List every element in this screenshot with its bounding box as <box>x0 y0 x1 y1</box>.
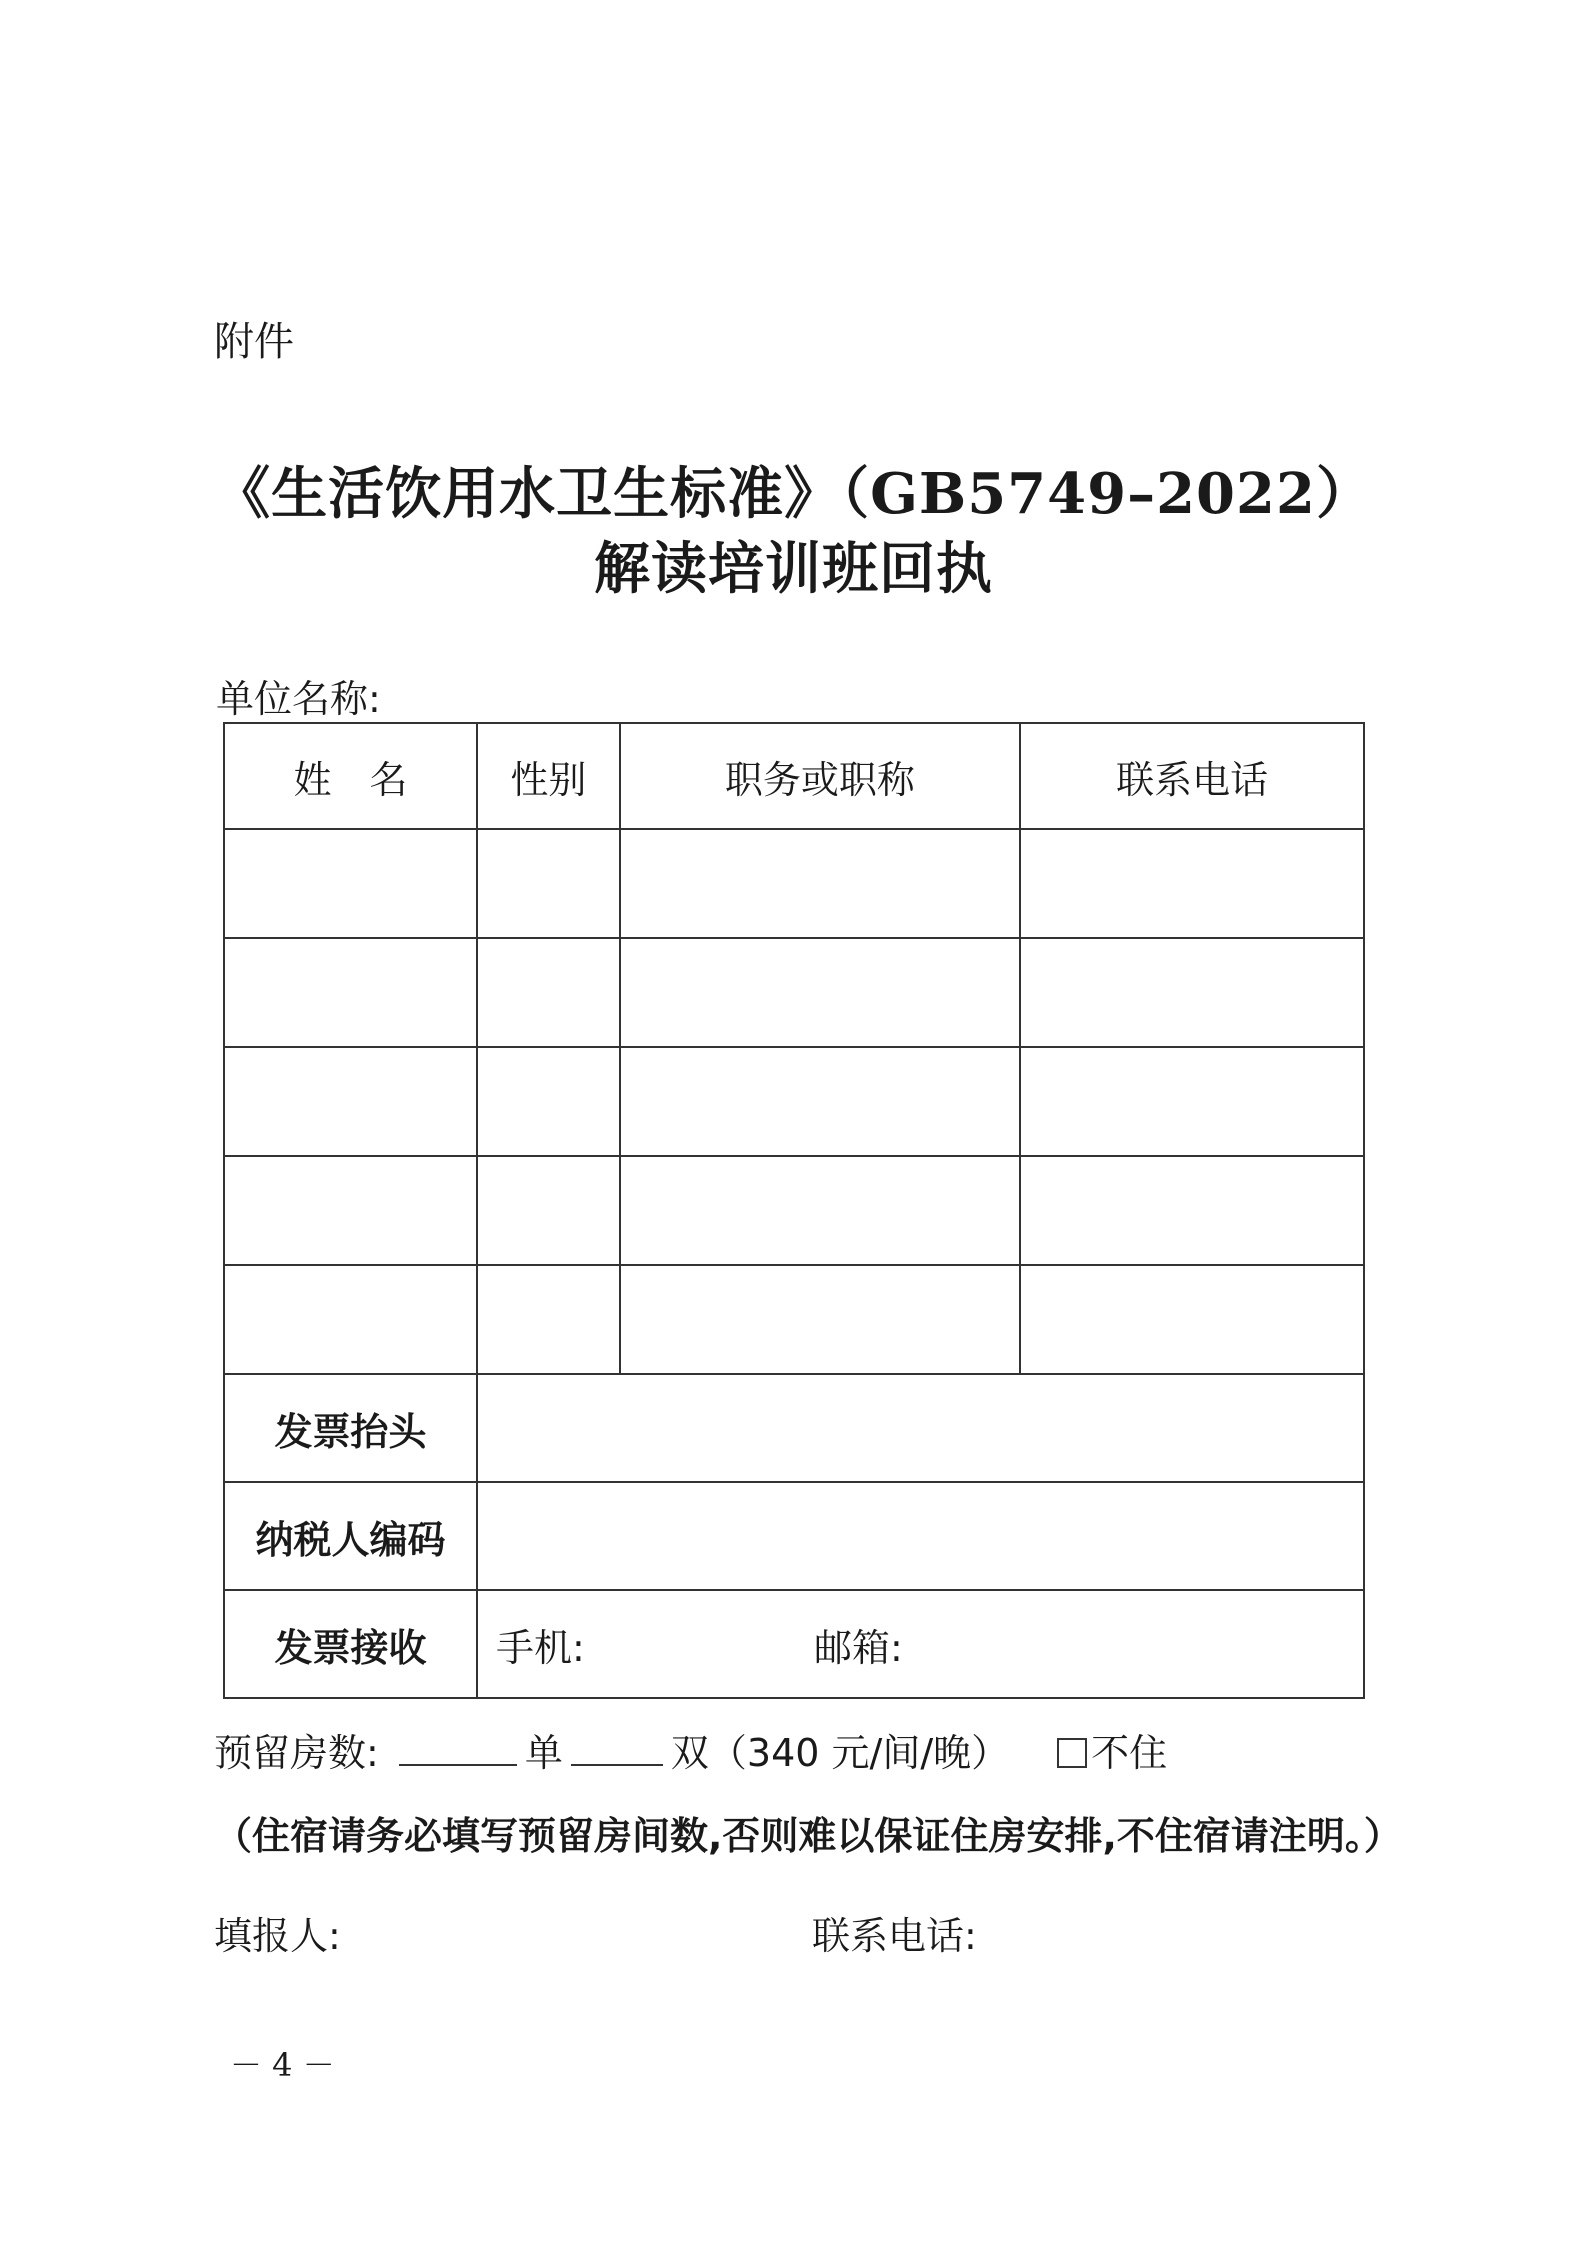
phone-cell[interactable] <box>1020 829 1364 938</box>
table-header-row <box>224 723 1364 829</box>
invoice-title-label: 发票抬头 <box>224 1374 477 1482</box>
gender-cell[interactable] <box>477 1047 620 1156</box>
header-phone: 联系电话 <box>1020 723 1364 829</box>
room-reservation-line <box>214 1722 1167 1777</box>
position-cell[interactable] <box>620 829 1021 938</box>
taxpayer-id-label: 纳税人编码 <box>224 1482 477 1590</box>
page-title-line1: 《生活饮用水卫生标准》（GB5749–2022） <box>214 461 1373 527</box>
accommodation-note: （住宿请务必填写预留房间数,否则难以保证住房安排,不住宿请注明。） <box>214 1814 1402 1858</box>
invoice-receive-row <box>224 1590 1364 1698</box>
name-cell[interactable] <box>224 829 477 938</box>
invoice-title-row <box>224 1374 1364 1482</box>
table-row <box>224 829 1364 938</box>
position-cell[interactable] <box>620 1156 1021 1265</box>
double-room-label: 双（340 元/间/晚） <box>670 1731 1010 1775</box>
contact-phone-label: 联系电话: <box>812 1914 977 1958</box>
single-room-blank[interactable] <box>399 1734 517 1766</box>
name-cell[interactable] <box>224 1047 477 1156</box>
unit-name-label: 单位名称: <box>216 677 381 721</box>
rooms-label: 预留房数: <box>214 1731 379 1775</box>
table-row <box>224 1047 1364 1156</box>
header-position: 职务或职称 <box>620 723 1021 829</box>
name-cell[interactable] <box>224 1156 477 1265</box>
table-row <box>224 1265 1364 1374</box>
header-name: 姓 名 <box>224 723 477 829</box>
position-cell[interactable] <box>620 938 1021 1047</box>
no-stay-label: 不住 <box>1091 1731 1168 1775</box>
name-cell[interactable] <box>224 938 477 1047</box>
attachment-label: 附件 <box>214 319 294 365</box>
receive-phone-label: 手机: <box>496 1625 585 1670</box>
registration-table <box>223 722 1365 1699</box>
phone-cell[interactable] <box>1020 1156 1364 1265</box>
page-number: － 4 － <box>230 2046 335 2084</box>
gender-cell[interactable] <box>477 938 620 1047</box>
invoice-receive-label: 发票接收 <box>224 1590 477 1698</box>
double-room-blank[interactable] <box>571 1734 663 1766</box>
gender-cell[interactable] <box>477 1156 620 1265</box>
receive-email-label: 邮箱: <box>814 1625 903 1670</box>
page-title-line2: 解读培训班回执 <box>594 536 993 602</box>
phone-cell[interactable] <box>1020 1047 1364 1156</box>
phone-cell[interactable] <box>1020 938 1364 1047</box>
table-row <box>224 1156 1364 1265</box>
gender-cell[interactable] <box>477 1265 620 1374</box>
header-gender: 性别 <box>477 723 620 829</box>
taxpayer-id-row <box>224 1482 1364 1590</box>
position-cell[interactable] <box>620 1265 1021 1374</box>
invoice-title-field[interactable] <box>477 1374 1364 1482</box>
name-cell[interactable] <box>224 1265 477 1374</box>
no-stay-checkbox[interactable] <box>1057 1738 1087 1768</box>
invoice-receive-field[interactable] <box>477 1590 1364 1698</box>
single-room-label: 单 <box>524 1731 563 1775</box>
taxpayer-id-field[interactable] <box>477 1482 1364 1590</box>
phone-cell[interactable] <box>1020 1265 1364 1374</box>
position-cell[interactable] <box>620 1047 1021 1156</box>
gender-cell[interactable] <box>477 829 620 938</box>
table-row <box>224 938 1364 1047</box>
filler-label: 填报人: <box>214 1914 341 1958</box>
